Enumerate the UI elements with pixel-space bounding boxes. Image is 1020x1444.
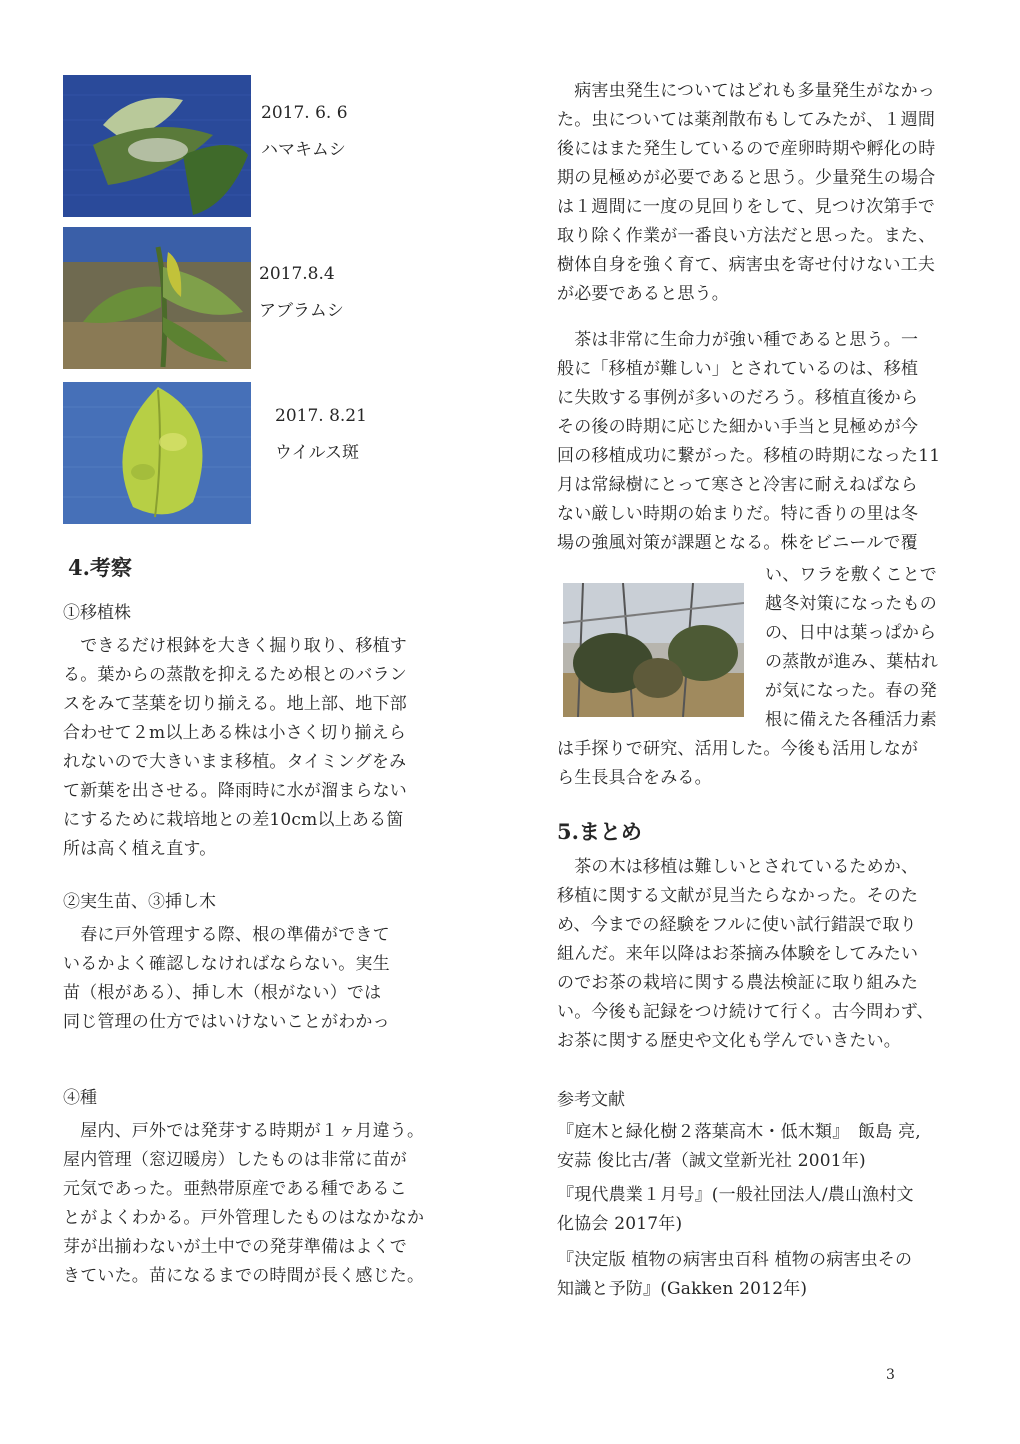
body-line: た。虫については薬剤散布もしてみたが、１週間	[557, 110, 936, 130]
body-line: ない厳しい時期の始まりだ。特に香りの里は冬	[557, 504, 919, 524]
reference-line: 『現代農業１月号』(一般社団法人/農山漁村文	[557, 1185, 914, 1205]
body-line: 茶は非常に生命力が強い種であると思う。一	[557, 330, 919, 350]
body-line: 芽が出揃わないが土中での発芽準備はよくで	[63, 1237, 407, 1257]
photo-caption-name: ハマキムシ	[261, 140, 346, 160]
subsection-title: ②実生苗、③挿し木	[63, 892, 216, 912]
body-line: 期の見極めが必要であると思う。少量発生の場合	[557, 168, 936, 188]
reference-line: 安蒜 俊比古/著（誠文堂新光社 2001年)	[557, 1151, 866, 1171]
body-line: は１週間に一度の見回りをして、見つけ次第手で	[557, 197, 936, 217]
body-line: 同じ管理の仕方ではいけないことがわかっ	[63, 1012, 390, 1032]
body-line: お茶に関する歴史や文化も学んでいきたい。	[557, 1031, 901, 1051]
body-line: いるかよく確認しなければならない。実生	[63, 954, 390, 974]
body-line: 移植に関する文献が見当たらなかった。そのた	[557, 886, 919, 906]
body-line: 元気であった。亜熱帯原産である種であるこ	[63, 1179, 407, 1199]
reference-line: 知識と予防』(Gakken 2012年)	[557, 1279, 808, 1299]
subsection-title: ①移植株	[63, 603, 131, 623]
section-heading: 5.まとめ	[557, 819, 642, 844]
body-line: 茶の木は移植は難しいとされているためか、	[557, 857, 919, 877]
body-line: 取り除く作業が一番良い方法だと思った。また、	[557, 226, 936, 246]
body-line: ら生長具合をみる。	[557, 768, 712, 788]
body-line: い、ワラを敷くことで	[765, 565, 937, 585]
photo-aburamushi	[63, 227, 251, 369]
body-line: 越冬対策になったもの	[765, 594, 937, 614]
body-line: め、今までの経験をフルに使い試行錯誤で取り	[557, 915, 917, 935]
body-line: 後にはまた発生しているので産卵時期や孵化の時	[557, 139, 936, 159]
body-line: の蒸散が進み、葉枯れ	[765, 652, 939, 672]
body-line: できるだけ根鉢を大きく掘り取り、移植す	[63, 636, 407, 656]
photo-winter-protection	[563, 583, 744, 717]
body-line: きていた。苗になるまでの時間が長く感じた。	[63, 1266, 425, 1286]
photo-caption-date: 2017. 8.21	[275, 406, 367, 426]
body-line: い。今後も記録をつけ続けて行く。古今問わず、	[557, 1002, 934, 1022]
references-title: 参考文献	[557, 1090, 625, 1110]
body-line: 屋内管理（窓辺暖房）したものは非常に苗が	[63, 1150, 407, 1170]
body-line: その後の時期に応じた細かい手当と見極めが今	[557, 417, 919, 437]
body-line: が気になった。春の発	[765, 681, 937, 701]
page-number: 3	[886, 1367, 895, 1383]
photo-caption-date: 2017.8.4	[259, 264, 335, 284]
body-line: れないので大きいまま移植。タイミングをみ	[63, 752, 407, 772]
photo-virus-spot	[63, 382, 251, 524]
photo-caption-date: 2017. 6. 6	[261, 103, 348, 123]
body-line: て新葉を出させる。降雨時に水が溜まらない	[63, 781, 407, 801]
body-line: とがよくわかる。戸外管理したものはなかなか	[63, 1208, 425, 1228]
body-line: 春に戸外管理する際、根の準備ができて	[63, 925, 390, 945]
body-line: にするために栽培地との差10cm以上ある箇	[63, 810, 404, 830]
body-line: のでお茶の栽培に関する農法検証に取り組みた	[557, 973, 919, 993]
section-heading: 4.考察	[68, 555, 132, 580]
reference-line: 『決定版 植物の病害虫百科 植物の病害虫その	[557, 1250, 913, 1270]
body-line: 樹体自身を強く育て、病害虫を寄せ付けない工夫	[557, 255, 936, 275]
body-line: る。葉からの蒸散を抑えるため根とのバラン	[63, 665, 407, 685]
reference-line: 化協会 2017年)	[557, 1214, 683, 1234]
photo-caption-name: ウイルス斑	[275, 443, 359, 463]
body-line: が必要であると思う。	[557, 284, 729, 304]
body-line: 屋内、戸外では発芽する時期が１ヶ月違う。	[63, 1121, 425, 1141]
body-line: 病害虫発生についてはどれも多量発生がなかっ	[557, 81, 936, 101]
body-line: 組んだ。来年以降はお茶摘み体験をしてみたい	[557, 944, 919, 964]
body-line: 月は常緑樹にとって寒さと冷害に耐えねばなら	[557, 475, 918, 495]
body-line: の、日中は葉っぱから	[765, 623, 937, 643]
subsection-title: ④種	[63, 1088, 97, 1108]
body-line: 般に「移植が難しい」とされているのは、移植	[557, 359, 919, 379]
body-line: 合わせて２m以上ある株は小さく切り揃えら	[63, 723, 407, 743]
body-line: 場の強風対策が課題となる。株をビニールで覆	[557, 533, 918, 553]
body-line: は手探りで研究、活用した。今後も活用しなが	[557, 739, 919, 759]
reference-line: 『庭木と緑化樹２落葉高木・低木類』 飯島 亮,	[557, 1122, 921, 1142]
body-line: に失敗する事例が多いのだろう。移植直後から	[557, 388, 919, 408]
body-line: 苗（根がある）、挿し木（根がない）では	[63, 983, 382, 1003]
body-line: スをみて茎葉を切り揃える。地上部、地下部	[63, 694, 407, 714]
body-line: 所は高く植え直す。	[63, 839, 217, 859]
body-line: 回の移植成功に繋がった。移植の時期になった11	[557, 446, 941, 466]
photo-hamakimushi	[63, 75, 251, 217]
body-line: 根に備えた各種活力素	[765, 710, 937, 730]
photo-caption-name: アブラムシ	[259, 301, 344, 321]
